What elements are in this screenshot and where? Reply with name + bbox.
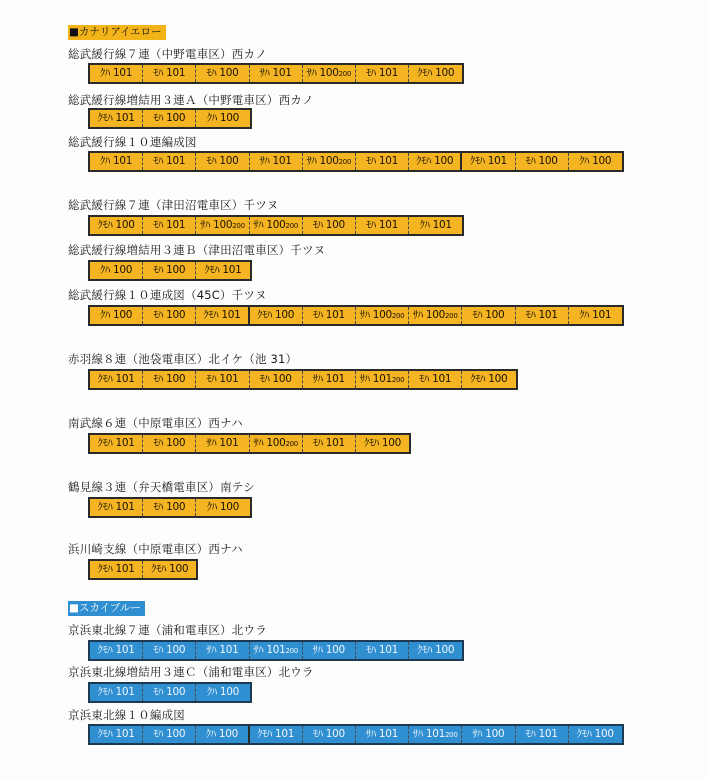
train-formation <box>88 369 518 390</box>
car-label: ﾓﾊ 100 <box>143 726 196 743</box>
car-label: ｻﾊ 100200 <box>303 153 356 170</box>
train-formation <box>88 63 464 84</box>
car-label: ｸﾓﾊ 101 <box>90 561 143 578</box>
car-label: ﾓﾊ 101 <box>143 217 196 234</box>
section-header-blue: ■スカイブルー <box>68 601 145 616</box>
car-label: ﾓﾊ 100 <box>143 642 196 659</box>
car-subnumber: 200 <box>285 647 298 655</box>
car-label: ｸﾊ 101 <box>409 217 462 234</box>
formation-title: 総武緩行線１０連編成図 <box>68 135 197 149</box>
car-label: ﾓﾊ 100 <box>143 435 196 452</box>
car-label: ｸﾓﾊ 100 <box>90 217 143 234</box>
car-label: ｻﾊ 101 <box>196 642 249 659</box>
car-label: ｸﾊ 100 <box>196 110 249 127</box>
car-label: ｻﾊ 100200 <box>356 307 409 324</box>
car-label: ﾓﾊ 100 <box>516 153 569 170</box>
train-formation <box>88 640 464 661</box>
car-label: ｸﾓﾊ 100 <box>569 726 622 743</box>
car-subnumber: 200 <box>445 312 458 320</box>
car-label: ｸﾓﾊ 101 <box>90 642 143 659</box>
car-label: ｸﾓﾊ 100 <box>409 642 462 659</box>
car-label: ｸﾓﾊ 101 <box>196 307 249 324</box>
car-label: ｸﾓﾊ 101 <box>90 726 143 743</box>
car-label: ｸﾊ 101 <box>90 65 143 82</box>
car-label: ﾓﾊ 101 <box>516 726 569 743</box>
formation-title: 京浜東北線７連（浦和電車区）北ウラ <box>68 623 267 637</box>
car-label: ﾓﾊ 100 <box>250 371 303 388</box>
car-label: ｻﾊ 100200 <box>250 435 303 452</box>
formation-title: 鶴見線３連（弁天橋電車区）南テシ <box>68 480 255 494</box>
car-label: ｸﾓﾊ 101 <box>462 153 515 170</box>
car-label: ﾓﾊ 100 <box>143 499 196 516</box>
formation-title: 総武緩行線増結用３連Ａ（中野電車区）西カノ <box>68 93 314 107</box>
car-label: ﾓﾊ 100 <box>303 726 356 743</box>
car-label: ﾓﾊ 100 <box>143 307 196 324</box>
car-subnumber: 200 <box>338 70 352 78</box>
car-label: ｻﾊ 100200 <box>409 307 462 324</box>
car-subnumber: 200 <box>338 158 352 166</box>
formation-title: 浜川崎支線（中原電車区）西ナハ <box>68 542 243 556</box>
formation-title: 総武緩行線７連（津田沼電車区）千ツヌ <box>68 198 279 212</box>
formation-title: 京浜東北線増結用３連Ｃ（浦和電車区）北ウラ <box>68 665 314 679</box>
formation-title: 南武線６連（中原電車区）西ナハ <box>68 416 243 430</box>
car-label: ﾓﾊ 101 <box>303 435 356 452</box>
car-label: ｸﾊ 101 <box>569 307 622 324</box>
train-formation <box>88 215 464 236</box>
car-label: ｻﾊ 101 <box>303 371 356 388</box>
car-label: ｸﾊ 100 <box>90 262 143 279</box>
formation-title: 総武緩行線増結用３連Ｂ（津田沼電車区）千ツヌ <box>68 243 326 257</box>
car-label: ﾓﾊ 101 <box>196 371 249 388</box>
car-label: ｻﾊ 101 <box>356 726 409 743</box>
car-label: ﾓﾊ 100 <box>462 307 515 324</box>
car-label: ｻﾊ 100200 <box>303 65 356 82</box>
car-label: ｻﾊ 101 <box>250 153 303 170</box>
car-label: ｻﾊ 101 <box>250 65 303 82</box>
train-formation <box>88 108 252 129</box>
car-label: ｸﾊ 100 <box>196 499 249 516</box>
car-label: ｸﾓﾊ 101 <box>90 371 143 388</box>
section-header-yellow: ■カナリアイエロー <box>68 25 166 40</box>
car-label: ｸﾊ 100 <box>196 684 249 701</box>
car-subnumber: 200 <box>285 440 298 448</box>
car-label: ﾓﾊ 101 <box>303 307 356 324</box>
car-label: ｸﾓﾊ 101 <box>196 262 249 279</box>
formation-title: 赤羽線８連（池袋電車区）北イケ（池 31） <box>68 352 298 366</box>
formation-title: 総武緩行線１０連成図（45C）千ツヌ <box>68 288 267 302</box>
car-label: ｸﾊ 101 <box>90 153 143 170</box>
car-label: ﾓﾊ 101 <box>516 307 569 324</box>
car-label: ﾓﾊ 101 <box>143 65 196 82</box>
train-formation <box>88 433 411 454</box>
car-subnumber: 200 <box>285 222 298 230</box>
car-label: ﾓﾊ 100 <box>143 262 196 279</box>
car-label: ｸﾓﾊ 101 <box>90 110 143 127</box>
car-label: ﾓﾊ 100 <box>143 110 196 127</box>
car-label: ｻﾊ 101200 <box>409 726 462 743</box>
train-formation <box>88 497 252 518</box>
formation-title: 総武緩行線７連（中野電車区）西カノ <box>68 47 267 61</box>
car-label: ｻﾊ 101 <box>196 435 249 452</box>
car-label: ｸﾓﾊ 101 <box>90 684 143 701</box>
car-label: ｻﾊ 100 <box>462 726 515 743</box>
car-label: ｻﾊ 100200 <box>250 217 303 234</box>
train-formation <box>88 260 252 281</box>
car-label: ﾓﾊ 100 <box>303 217 356 234</box>
car-label: ﾓﾊ 101 <box>356 217 409 234</box>
car-label: ｻﾊ 101200 <box>250 642 303 659</box>
car-label: ｸﾓﾊ 101 <box>90 499 143 516</box>
car-label: ﾓﾊ 101 <box>356 153 409 170</box>
train-formation <box>88 682 252 703</box>
car-subnumber: 200 <box>445 731 458 739</box>
car-label: ｸﾓﾊ 100 <box>409 65 462 82</box>
train-formation <box>88 559 198 580</box>
car-label: ｻﾊ 100 <box>303 642 356 659</box>
car-subnumber: 200 <box>232 222 245 230</box>
car-label: ｸﾊ 100 <box>569 153 622 170</box>
car-label: ｸﾓﾊ 100 <box>462 371 515 388</box>
car-label: ｻﾊ 101200 <box>356 371 409 388</box>
train-formation <box>88 724 624 745</box>
car-label: ﾓﾊ 101 <box>356 642 409 659</box>
car-label: ｸﾓﾊ 100 <box>250 307 303 324</box>
car-label: ﾓﾊ 101 <box>409 371 462 388</box>
car-label: ｸﾊ 100 <box>90 307 143 324</box>
car-label: ﾓﾊ 101 <box>356 65 409 82</box>
formation-title: 京浜東北線１０編成図 <box>68 708 185 722</box>
car-label: ｸﾓﾊ 100 <box>143 561 196 578</box>
car-subnumber: 200 <box>391 312 405 320</box>
car-label: ｸﾓﾊ 100 <box>409 153 462 170</box>
car-label: ﾓﾊ 100 <box>143 684 196 701</box>
car-label: ｸﾓﾊ 101 <box>250 726 303 743</box>
car-label: ﾓﾊ 100 <box>143 371 196 388</box>
car-label: ﾓﾊ 100 <box>196 153 249 170</box>
train-formation <box>88 305 624 326</box>
car-label: ｻﾊ 100200 <box>196 217 249 234</box>
car-label: ｸﾓﾊ 100 <box>356 435 409 452</box>
car-label: ﾓﾊ 101 <box>143 153 196 170</box>
car-subnumber: 200 <box>391 376 405 384</box>
car-label: ｸﾓﾊ 101 <box>90 435 143 452</box>
car-label: ｸﾊ 100 <box>196 726 249 743</box>
car-label: ﾓﾊ 100 <box>196 65 249 82</box>
train-formation <box>88 151 624 172</box>
